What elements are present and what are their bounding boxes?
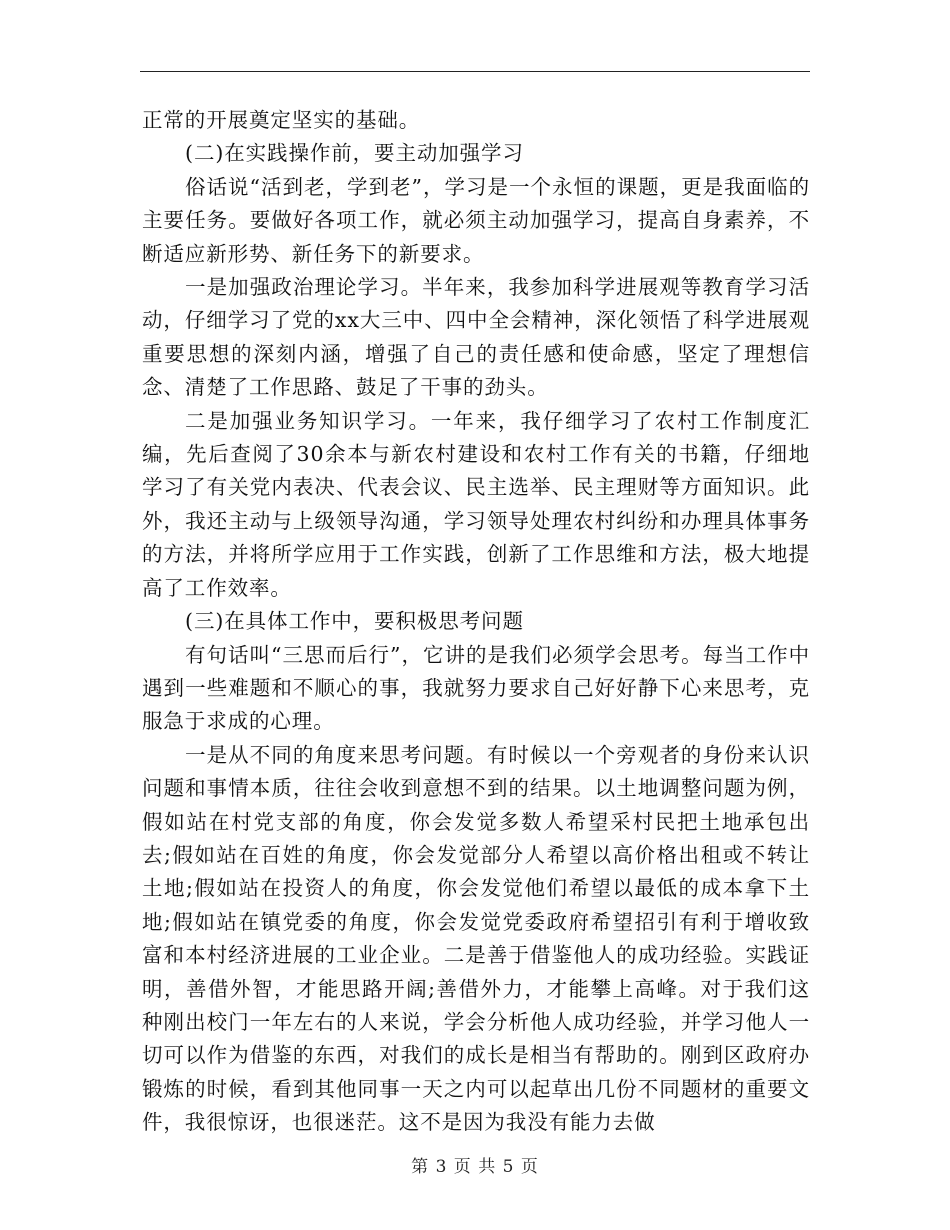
paragraph: 正常的开展奠定坚实的基础。 (142, 108, 421, 132)
section-heading: (三)在具体工作中，要积极思考问题 (185, 609, 524, 634)
paragraph: 俗话说“活到老，学到老”，学习是一个永恒的课题，更是我面临的主要任务。要做好各项工作，就必须主动加强学习，提高自身素养，不断适应新形势、新任务下的新要求。 (142, 174, 810, 266)
document-body (142, 104, 810, 1140)
paragraph: 一是从不同的角度来思考问题。有时候以一个旁观者的身份来认识问题和事情本质，往往会收到意想不到的结果。以土地调整问题为例，假如站在村党支部的角度，你会发觉多数人希望采村民把土地承包出去;假如站在百姓的角度，你会发觉部分人希望以高价格出租或不转让土地;假如站在投资人的角度，你会发觉他们希望以最低的成本拿下土地;假如站在镇党委的角度，你会发觉党委政府希望招引有利于增收致富和本村经济进展的工业企业。二是善于借鉴他人的成功经验。实践证明，善借外智，才能思路开阔;善借外力，才能攀上高峰。对于我们这种刚出校门一年左右的人来说，学会分析他人成功经验，并学习他人一切可以作为借鉴的东西，对我们的成长是相当有帮助的。刚到区政府办锻炼的时候，看到其他同事一天之内可以起草出几份不同题材的重要文件，我很惊讶，也很迷茫。这不是因为我没有能力去做 (142, 742, 810, 1135)
section-heading: (二)在实践操作前，要主动加强学习 (185, 141, 524, 166)
paragraph: 一是加强政治理论学习。半年来，我参加科学进展观等教育学习活动，仔细学习了党的xx大三中、四中全会精神，深化领悟了科学进展观重要思想的深刻内涵，增强了自己的责任感和使命感，坚定了理想信念、清楚了工作思路、鼓足了干事的劲头。 (142, 275, 810, 400)
page-number: 第 3 页 共 5 页 (411, 1157, 539, 1177)
paragraph: 有句话叫“三思而后行”，它讲的是我们必须学会思考。每当工作中遇到一些难题和不顺心的事，我就努力要求自己好好静下心来思考，克服急于求成的心理。 (142, 642, 810, 734)
paragraph: 二是加强业务知识学习。一年来，我仔细学习了农村工作制度汇编，先后查阅了30余本与新农村建设和农村工作有关的书籍，仔细地学习了有关党内表决、代表会议、民主选举、民主理财等方面知识。此外，我还主动与上级领导沟通，学习领导处理农村纠纷和办理具体事务的方法，并将所学应用于工作实践，创新了工作思维和方法，极大地提高了工作效率。 (142, 408, 810, 600)
header-rule (140, 71, 810, 72)
